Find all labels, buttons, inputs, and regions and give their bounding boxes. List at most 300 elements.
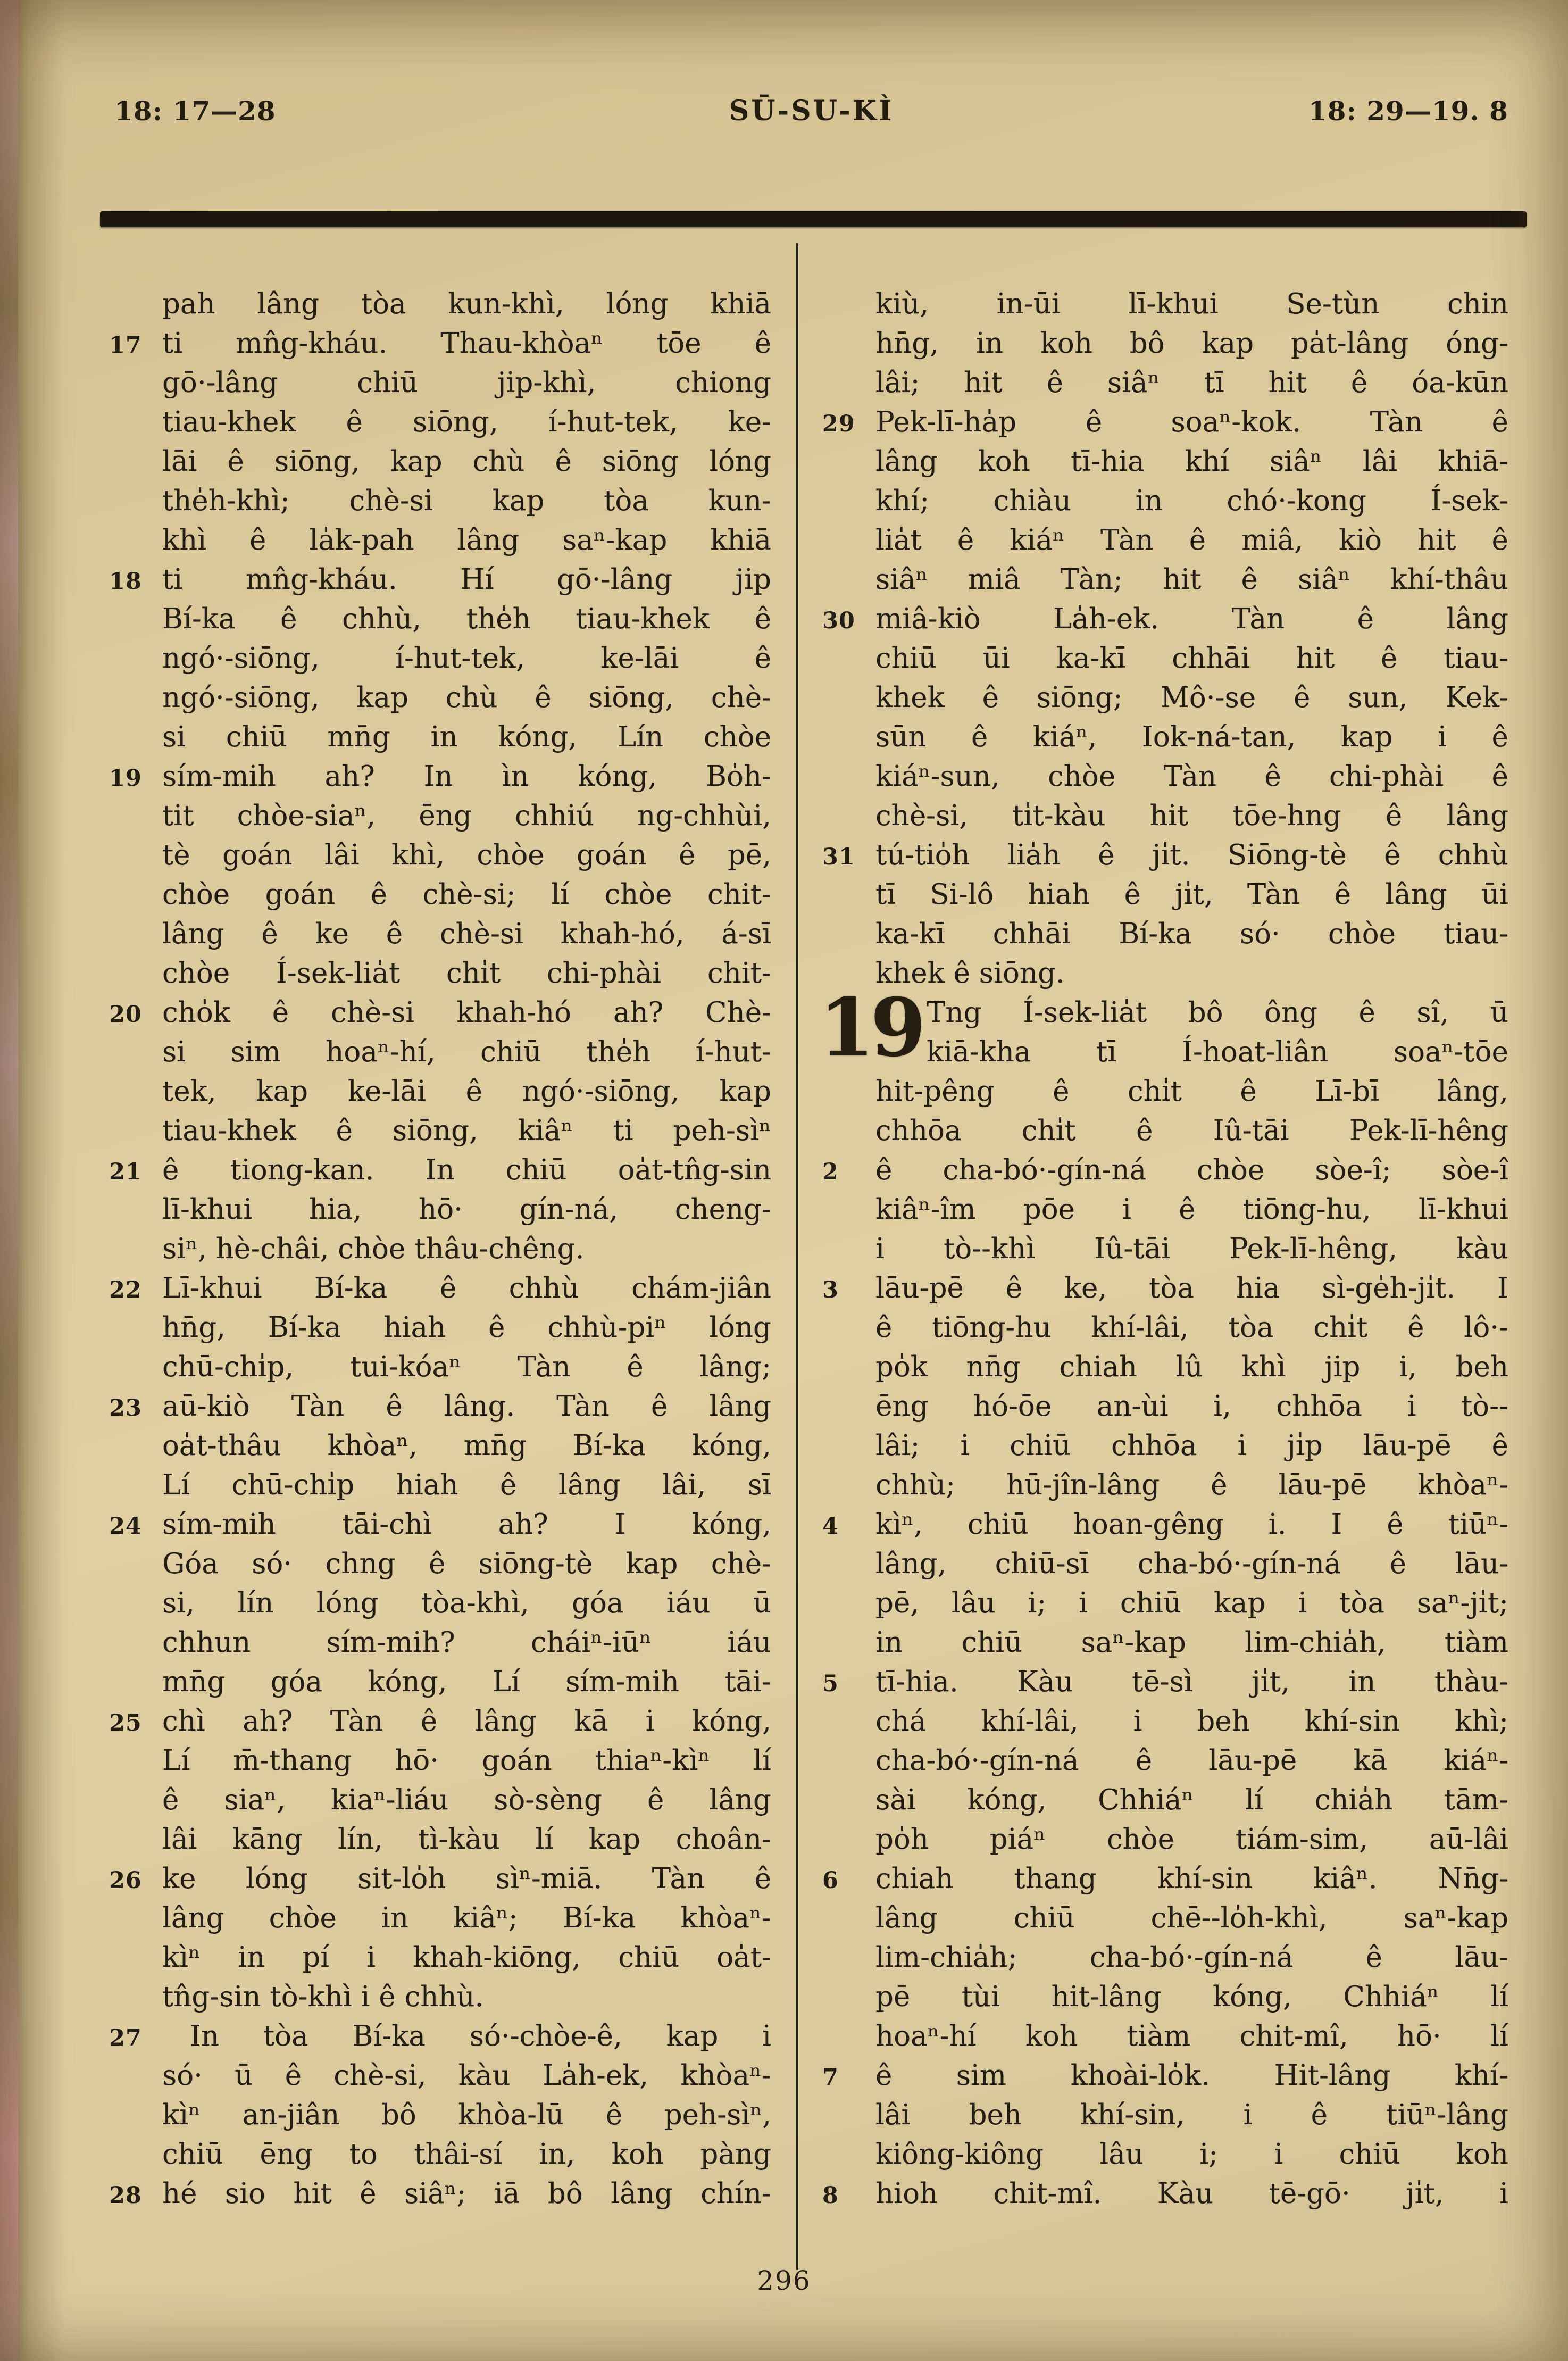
text-line [822,442,1508,481]
verse-text: tī Si-lô hiah ê ji̍t, Tàn ê lâng ūi [875,878,1508,911]
verse-text: kìⁿ an-jiân bô khòa-lū ê peh-sìⁿ, [162,2099,771,2131]
verse-number: 20 [109,1001,142,1028]
text-line [822,1623,1508,1662]
verse-number: 28 [109,2182,142,2209]
text-line [109,1899,771,1938]
text-line [822,1466,1508,1505]
verse-number [109,796,162,836]
verse-text: i tò--khì Iû-tāi Pek-lī-hêng, kàu [875,1233,1508,1265]
verse-text: pē, lâu i; i chiū kap i tòa saⁿ-ji̍t; [875,1587,1508,1619]
verse-text: lâi; i chiū chhōa i ji̍p lāu-pē ê [875,1429,1508,1462]
text-line [822,1584,1508,1623]
verse-text: chì ah? Tàn ê lâng kā i kóng, [162,1705,771,1738]
text-line [822,796,1508,836]
verse-text: oa̍t-thâu khòaⁿ, mn̄g Bí-ka kóng, [162,1429,771,1462]
text-line [822,1938,1508,1977]
verse-number [822,1348,875,1387]
header-right-reference: 18: 29—19. 8 [1308,95,1508,127]
verse-text: chá khí-lâi, i beh khí-sin khì; [875,1705,1508,1738]
header-left-reference: 18: 17—28 [114,95,276,127]
verse-text: lâi beh khí-sin, i ê tiūⁿ-lâng [875,2099,1508,2131]
verse-text: tn̂g-sin tò-khì i ê chhù. [162,1981,484,2013]
right-column [819,285,1508,2214]
verse-text: Bí-ka ê chhù, the̍h tiau-khek ê [162,603,771,635]
text-line [822,1348,1508,1387]
verse-number [109,285,162,324]
verse-text: hoaⁿ-hí koh tiàm chit-mî, hō· lí [875,2020,1508,2052]
text-line [109,403,771,442]
verse-text: Lí chū-chi̍p hiah ê lâng lâi, sī [162,1469,771,1501]
verse-number: 27 [109,2025,142,2051]
verse-text: ke lóng sit-lo̍h sìⁿ-miā. Tàn ê [162,1863,771,1895]
text-line [109,363,771,403]
text-line [109,1348,771,1387]
verse-number [109,678,162,718]
text-line [822,2174,1508,2214]
text-line [109,1584,771,1623]
text-line [109,1111,771,1151]
text-line [109,324,771,363]
text-line [822,2056,1508,2096]
verse-number: 2 [822,1159,839,1185]
text-line [109,2096,771,2135]
verse-text: chòe goán ê chè-si; lí chòe chit- [162,878,771,911]
text-line [822,2017,1508,2056]
verse-text: siⁿ, hè-châi, chòe thâu-chêng. [162,1233,585,1265]
text-line [822,1151,1508,1190]
text-line [109,2174,771,2214]
verse-text: hit-pêng ê chi̍t ê Lī-bī lâng, [875,1075,1508,1108]
verse-number [822,1781,875,1820]
verse-text: chiū ūi ka-kī chhāi hit ê tiau- [875,642,1508,675]
verse-text: khek ê siōng; Mô·-se ê sun, Kek- [875,681,1508,714]
verse-text: lâng ê ke ê chè-si khah-hó, á-sī [162,918,771,950]
verse-text: kiông-kiông lâu i; i chiū koh [875,2138,1508,2171]
text-line [822,1072,1508,1111]
verse-text: aū-kiò Tàn ê lâng. Tàn ê lâng [162,1390,771,1423]
verse-text: sím-mih ah? In ìn kóng, Bo̍h- [162,760,771,793]
verse-text: lâng, chiū-sī cha-bó·-gín-ná ê lāu- [875,1548,1508,1580]
verse-number [109,639,162,678]
verse-text: ê cha-bó·-gín-ná chòe sòe-î; sòe-î [875,1154,1508,1186]
text-line [109,2056,771,2096]
verse-number [109,1781,162,1820]
verse-number [822,1387,875,1426]
text-line [822,1426,1508,1466]
verse-text: si sim hoaⁿ-hí, chiū the̍h í-hut- [162,1036,771,1068]
verse-number: 23 [109,1395,142,1421]
text-line [822,1781,1508,1820]
verse-text: lī-khui hia, hō· gín-ná, cheng- [162,1193,771,1226]
chapter-number: 19 [819,981,922,1075]
text-line [109,1072,771,1111]
verse-text: kiáⁿ-sun, chòe Tàn ê chi-phài ê [875,760,1508,793]
text-line [109,1938,771,1977]
text-line [822,1308,1508,1348]
verse-text: tiau-khek ê siōng, kiâⁿ ti peh-sìⁿ [162,1115,771,1147]
verse-number: 17 [109,332,142,359]
text-line [109,2135,771,2174]
text-line [109,560,771,600]
verse-text: chiah thang khí-sin kiâⁿ. Nn̄g- [875,1863,1508,1895]
text-line [822,1741,1508,1781]
verse-number [109,1033,162,1072]
verse-number [109,403,162,442]
verse-text: tiau-khek ê siōng, í-hut-tek, ke- [162,406,771,438]
text-line [109,1151,771,1190]
verse-number [822,521,875,560]
text-line [109,481,771,521]
verse-number [109,836,162,875]
verse-number [822,796,875,836]
text-line [822,481,1508,521]
text-line [109,836,771,875]
verse-text: khek ê siōng. [875,957,1065,990]
text-line [822,1269,1508,1308]
verse-number [109,1584,162,1623]
verse-text: chhun sím-mih? cháiⁿ-iūⁿ iáu [162,1626,771,1659]
verse-number [822,1899,875,1938]
verse-text: siâⁿ miâ Tàn; hit ê siâⁿ khí-thâu [875,563,1508,596]
verse-number: 5 [822,1670,839,1697]
text-line [109,1190,771,1229]
text-line [822,875,1508,915]
text-line [822,2096,1508,2135]
verse-number [822,2017,875,2056]
verse-text: chhù; hū-jîn-lâng ê lāu-pē khòaⁿ- [875,1469,1508,1501]
header-rule [100,211,1527,227]
text-line [109,639,771,678]
verse-text: chiū ēng to thâi-sí in, koh pàng [162,2138,771,2171]
text-line [109,678,771,718]
verse-text: the̍h-khì; chè-si kap tòa kun- [162,485,771,517]
verse-number: 19 [109,765,142,792]
text-line [109,1820,771,1859]
verse-text: cha-bó·-gín-ná ê lāu-pē kā kiáⁿ- [875,1744,1508,1777]
verse-number: 3 [822,1277,839,1303]
verse-number [822,915,875,954]
verse-text: ngó·-siōng, kap chù ê siōng, chè- [162,681,771,714]
verse-number [822,1820,875,1859]
text-line [109,442,771,481]
verse-number [109,1466,162,1505]
verse-text: lâng chòe in kiâⁿ; Bí-ka khòaⁿ- [162,1902,771,1934]
verse-text: ê sim khoài-lo̍k. Hit-lâng khí- [875,2059,1508,2092]
verse-text: hioh chit-mî. Kàu tē-gō· ji̍t, i [875,2177,1508,2210]
verse-number [109,1348,162,1387]
verse-text: in chiū saⁿ-kap lim-chia̍h, tiàm [875,1626,1508,1659]
verse-text: lāu-pē ê ke, tòa hia sì-ge̍h-ji̍t. I [875,1272,1508,1304]
text-line [109,1662,771,1702]
verse-number [109,442,162,481]
verse-text: miâ-kiò La̍h-ek. Tàn ê lâng [875,603,1508,635]
text-line [822,718,1508,757]
verse-text: lim-chia̍h; cha-bó·-gín-ná ê lāu- [875,1941,1508,1974]
verse-text: si, lín lóng tòa-khì, góa iáu ū [162,1587,771,1619]
verse-text: ka-kī chhāi Bí-ka só· chòe tiau- [875,918,1508,950]
verse-number [109,1229,162,1269]
text-line [109,1859,771,1899]
verse-text: gō·-lâng chiū jip-khì, chiong [162,367,771,399]
text-line [109,718,771,757]
verse-text: kiâⁿ-îm pōe i ê tiōng-hu, lī-khui [875,1193,1508,1226]
verse-text: Lī-khui Bí-ka ê chhù chám-jiân [162,1272,771,1304]
text-line [109,954,771,993]
text-line [822,757,1508,796]
text-line [822,639,1508,678]
verse-text: khí; chiàu in chó·-kong Í-sek- [875,485,1508,517]
verse-text: Pek-lī-ha̍p ê soaⁿ-kok. Tàn ê [875,406,1508,438]
text-line [109,1229,771,1269]
text-line [109,1466,771,1505]
verse-number: 22 [109,1277,142,1303]
text-line [822,1190,1508,1229]
text-line [822,560,1508,600]
verse-number [109,2096,162,2135]
verse-number [822,757,875,796]
verse-text: ti mn̂g-kháu. Thau-khòaⁿ tōe ê [162,327,771,360]
verse-text: ê siaⁿ, kiaⁿ-liáu sò-sèng ê lâng [162,1784,771,1816]
verse-number: 18 [109,568,142,595]
text-line [822,1977,1508,2017]
verse-number [822,1190,875,1229]
verse-number [109,718,162,757]
verse-number: 4 [822,1513,839,1540]
text-line [109,1033,771,1072]
verse-text: kiù, in-ūi lī-khui Se-tùn chin [875,288,1508,320]
page-number: 296 [757,2265,811,2296]
verse-number: 8 [822,2182,839,2209]
verse-number [109,1741,162,1781]
column-divider-rule [796,243,798,2270]
verse-number [822,560,875,600]
text-line [822,363,1508,403]
verse-text: ê tiōng-hu khí-lâi, tòa chi̍t ê lô·- [875,1311,1508,1344]
verse-number: 30 [822,608,855,634]
text-line [109,521,771,560]
verse-text: hn̄g, Bí-ka hiah ê chhù-piⁿ lóng [162,1311,771,1344]
text-line [109,1702,771,1741]
text-line [822,1820,1508,1859]
verse-text: hn̄g, in koh bô kap pa̍t-lâng óng- [875,327,1508,360]
verse-text: tit chòe-siaⁿ, ēng chhiú ng-chhùi, [162,800,771,832]
verse-text: chū-chi̍p, tui-kóaⁿ Tàn ê lâng; [162,1351,771,1383]
text-line [822,1033,1508,1072]
verse-text: tī-hia. Kàu tē-sì ji̍t, in thàu- [875,1666,1508,1698]
verse-number [109,915,162,954]
verse-number [822,481,875,521]
text-line [109,1308,771,1348]
verse-number: 7 [822,2064,839,2091]
verse-text: chè-si, ti̍t-kàu hit tōe-hng ê lâng [875,800,1508,832]
verse-number [822,324,875,363]
text-line [822,2135,1508,2174]
verse-text: pē tùi hit-lâng kóng, Chhiáⁿ lí [875,1981,1508,2013]
verse-number [109,481,162,521]
text-line [822,1702,1508,1741]
verse-text: tú-tio̍h lia̍h ê ji̍t. Siōng-tè ê chhù [875,839,1508,871]
text-line [109,1426,771,1466]
text-line [109,1741,771,1781]
verse-number [109,1977,162,2017]
verse-number: 25 [109,1710,142,1736]
verse-text: ê tiong-kan. In chiū oa̍t-tn̂g-sin [162,1154,771,1186]
verse-number [109,1308,162,1348]
text-line [822,836,1508,875]
verse-number: 26 [109,1867,142,1894]
verse-text: lāi ê siōng, kap chù ê siōng lóng [162,445,771,478]
verse-text: mn̄g góa kóng, Lí sím-mih tāi- [162,1666,771,1698]
verse-text: só· ū ê chè-si, kàu La̍h-ek, khòaⁿ- [162,2059,771,2092]
text-line [109,1544,771,1584]
verse-number [822,1308,875,1348]
verse-text: lâng koh tī-hia khí siâⁿ lâi khiā- [875,445,1508,478]
verse-number: 29 [822,411,855,437]
verse-text: po̍k nn̄g chiah lû khì jip i, beh [875,1351,1508,1383]
verse-text: chòe Í-sek-lia̍t chi̍t chi-phài chit- [162,957,771,990]
text-line [109,915,771,954]
verse-number [822,1623,875,1662]
verse-text: Tng Í-sek-lia̍t bô ông ê sî, ū [927,996,1508,1029]
verse-number [109,1820,162,1859]
verse-number [822,2135,875,2174]
text-line [822,521,1508,560]
verse-number [109,875,162,915]
verse-text: si chiū mn̄g in kóng, Lín chòe [162,721,771,753]
verse-number [109,521,162,560]
verse-number [822,2096,875,2135]
text-line [822,285,1508,324]
verse-number [109,363,162,403]
left-column [109,285,771,2214]
text-line [109,1623,771,1662]
verse-text: lâi kāng lín, tì-kàu lí kap choân- [162,1823,771,1856]
text-line [822,1662,1508,1702]
text-line [822,1859,1508,1899]
text-line [109,285,771,324]
verse-number [822,1072,875,1111]
verse-number [822,1544,875,1584]
verse-number [822,678,875,718]
verse-text: chhōa chi̍t ê Iû-tāi Pek-lī-hêng [875,1115,1508,1147]
text-line [822,954,1508,993]
verse-text: lâng chiū chē--lo̍h-khì, saⁿ-kap [875,1902,1508,1934]
verse-number [109,1111,162,1151]
verse-number: 31 [822,844,855,870]
verse-number [822,875,875,915]
running-header [0,0,1568,127]
verse-number [822,639,875,678]
verse-text: sūn ê kiáⁿ, Iok-ná-tan, kap i ê [875,721,1508,753]
verse-text: Lí m̄-thang hō· goán thiaⁿ-kìⁿ lí [162,1744,771,1777]
verse-text: po̍h piáⁿ chòe tiám-sim, aū-lâi [875,1823,1508,1856]
text-line [109,1781,771,1820]
verse-number [109,1899,162,1938]
verse-text: kìⁿ in pí i khah-kiōng, chiū oa̍t- [162,1941,771,1974]
text-line [822,1544,1508,1584]
verse-text: kiā-kha tī Í-hoat-liân soaⁿ-tōe [927,1036,1508,1068]
text-line [822,600,1508,639]
verse-number [822,1426,875,1466]
text-line [109,1977,771,2017]
text-line [109,993,771,1033]
verse-number: 21 [109,1159,142,1185]
verse-number [822,1033,875,1072]
text-line [822,1505,1508,1544]
verse-text: ti mn̂g-kháu. Hí gō·-lâng jip [162,563,771,596]
verse-number [822,718,875,757]
text-line [822,324,1508,363]
verse-number [822,1111,875,1151]
verse-number [109,1426,162,1466]
page-edge-tint [0,0,18,2361]
verse-number [109,954,162,993]
book-title: SŪ-SU-KÌ [729,95,894,127]
verse-text: ēng hó-ōe an-ùi i, chhōa i tò-- [875,1390,1508,1423]
verse-number [822,1977,875,2017]
verse-text: lia̍t ê kiáⁿ Tàn ê miâ, kiò hit ê [875,524,1508,556]
verse-number [822,363,875,403]
text-line [822,915,1508,954]
text-line [109,1269,771,1308]
verse-number: 6 [822,1867,839,1894]
text-line [822,678,1508,718]
verse-text: sài kóng, Chhiáⁿ lí chia̍h tām- [875,1784,1508,1816]
verse-number [109,2135,162,2174]
verse-number [822,1466,875,1505]
text-line [109,1505,771,1544]
verse-text: khì ê la̍k-pah lâng saⁿ-kap khiā [162,524,771,556]
verse-number [109,1190,162,1229]
text-line [109,796,771,836]
text-line [109,757,771,796]
verse-number [109,2056,162,2096]
verse-text: sím-mih tāi-chì ah? I kóng, [162,1508,771,1541]
text-line [822,403,1508,442]
verse-text: hé sio hit ê siâⁿ; iā bô lâng chín- [162,2177,771,2210]
verse-number [109,1544,162,1584]
verse-number [109,600,162,639]
verse-number [822,1584,875,1623]
verse-number [109,1662,162,1702]
text-line [109,2017,771,2056]
verse-number [109,1938,162,1977]
text-line [822,1229,1508,1269]
verse-number [822,1702,875,1741]
verse-text: cho̍k ê chè-si khah-hó ah? Chè- [162,996,771,1029]
verse-number [822,1938,875,1977]
verse-text: ngó·-siōng, í-hut-tek, ke-lāi ê [162,642,771,675]
text-line [822,1111,1508,1151]
text-body [0,285,1568,2214]
verse-text: kìⁿ, chiū hoan-gêng i. I ê tiūⁿ- [875,1508,1508,1541]
text-line [109,1387,771,1426]
verse-number [822,442,875,481]
verse-text: tek, kap ke-lāi ê ngó·-siōng, kap [162,1075,771,1108]
text-line [822,1387,1508,1426]
verse-number [822,285,875,324]
verse-text: lâi; hit ê siâⁿ tī hit ê óa-kūn [875,367,1508,399]
verse-number [109,1623,162,1662]
text-line [822,1899,1508,1938]
text-line [109,600,771,639]
verse-text: Góa só· chng ê siōng-tè kap chè- [162,1548,771,1580]
verse-number [109,1072,162,1111]
verse-text: pah lâng tòa kun-khì, lóng khiā [162,288,771,320]
verse-number: 24 [109,1513,142,1540]
text-line [109,875,771,915]
verse-text: tè goán lâi khì, chòe goán ê pē, [162,839,771,871]
